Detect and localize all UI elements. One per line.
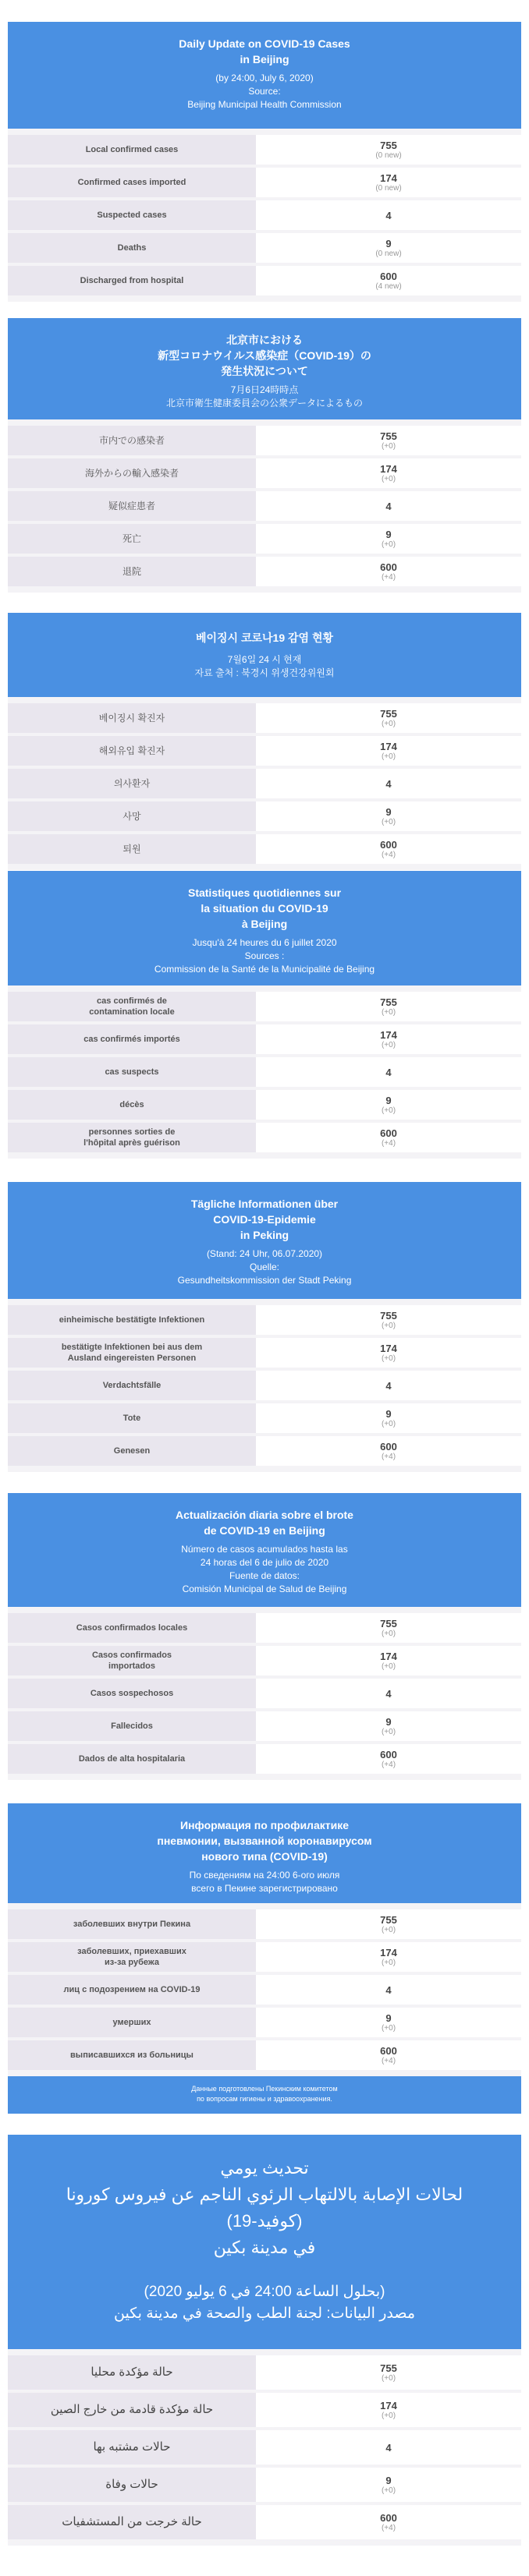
section-english <box>8 22 521 302</box>
stat-label: 市内での感染者 <box>8 426 256 455</box>
stats-table <box>8 129 521 302</box>
section-russian <box>8 1803 521 2114</box>
stat-label: cas suspects <box>8 1057 256 1087</box>
stat-value-cell <box>256 1646 521 1675</box>
stat-row-local-confirmed <box>8 703 521 733</box>
stat-delta: (+0) <box>381 719 396 728</box>
section-subtitle: Número de casos acumulados hasta las 24 horas del 6 de julio de 2020 Fuente de datos: Comisión Municipal de Salud de Beijing <box>181 1544 348 1594</box>
stat-row-local-confirmed <box>8 992 521 1021</box>
stat-value-cell <box>256 426 521 455</box>
stat-label: Local confirmed cases <box>8 135 256 165</box>
section-subtitle: (بحلول الساعة 24:00 في 6 يوليو 2020) مصدر البيانات: لجنة الطب والصحة في مدينة بكين <box>113 2284 416 2322</box>
stat-value: 755 <box>380 139 397 151</box>
section-title: Информация по профилактике пневмонии, вызванной коронавирусом нового типа (COVID-19) <box>157 1819 372 1863</box>
stat-row-discharged <box>8 2505 521 2539</box>
stat-value-cell <box>256 491 521 521</box>
stat-label: حالة خرجت من المستشفيات <box>8 2505 256 2539</box>
stat-delta: (+0) <box>381 1925 396 1934</box>
stat-value-cell <box>256 769 521 798</box>
stat-delta: (+0) <box>381 2486 396 2495</box>
stat-label: 의사환자 <box>8 769 256 798</box>
stat-value-cell <box>256 1057 521 1087</box>
stat-label: заболевших внутри Пекина <box>8 1909 256 1939</box>
stat-row-imported <box>8 1646 521 1675</box>
stat-delta: (+0) <box>381 1040 396 1049</box>
stat-row-suspected <box>8 1057 521 1087</box>
stat-value: 755 <box>380 1309 397 1322</box>
stat-value: 174 <box>380 2399 397 2411</box>
stat-row-local-confirmed <box>8 135 521 165</box>
stat-row-deaths <box>8 1090 521 1120</box>
stat-value: 9 <box>385 1407 392 1420</box>
stat-row-local-confirmed <box>8 1305 521 1335</box>
stat-value-cell <box>256 801 521 831</box>
stat-label: 退院 <box>8 557 256 586</box>
stat-value-cell <box>256 458 521 488</box>
stat-delta: (+0) <box>381 2023 396 2033</box>
stats-table <box>8 697 521 870</box>
stat-value: 755 <box>380 1913 397 1926</box>
stat-value-cell <box>256 2393 521 2427</box>
stat-row-suspected <box>8 200 521 230</box>
stat-row-discharged <box>8 557 521 586</box>
stat-value: 755 <box>380 1617 397 1629</box>
stat-value-cell <box>256 2505 521 2539</box>
section-subtitle: Jusqu'à 24 heures du 6 juillet 2020 Sources : Commission de la Santé de la Municipalité de Beijing <box>154 937 375 975</box>
stat-label: 베이징시 확진자 <box>8 703 256 733</box>
stat-value: 4 <box>385 1983 392 1996</box>
section-spanish <box>8 1493 521 1780</box>
stat-row-deaths <box>8 1711 521 1741</box>
stat-label: заболевших, приехавших из-за рубежа <box>8 1942 256 1972</box>
stat-delta: (+0) <box>381 2373 396 2383</box>
stat-label: Casos confirmados locales <box>8 1613 256 1643</box>
stat-delta: (+0) <box>381 817 396 826</box>
stat-value: 600 <box>380 1748 397 1760</box>
stat-value-cell <box>256 1403 521 1433</box>
stats-table <box>8 1607 521 1780</box>
stat-label: 海外からの輸入感染者 <box>8 458 256 488</box>
stat-delta: (+0) <box>381 752 396 761</box>
stat-value-cell <box>256 1123 521 1152</box>
section-japanese <box>8 318 521 593</box>
stat-value-cell <box>256 736 521 766</box>
stat-label: Tote <box>8 1403 256 1433</box>
stat-value: 4 <box>385 500 392 512</box>
stats-table <box>8 2349 521 2546</box>
stat-row-local-confirmed <box>8 2355 521 2390</box>
section-footer-note: Данные подготовлены Пекинским комитетом по вопросам гигиены и здравоохранения. <box>8 2076 521 2114</box>
stat-label: cas confirmés importés <box>8 1024 256 1054</box>
stat-delta: (+0) <box>381 441 396 451</box>
stat-delta: (0 new) <box>375 183 402 193</box>
stat-delta: (0 new) <box>375 150 402 160</box>
section-header <box>8 318 521 419</box>
section-title: تحديث يومي لحالات الإصابة بالالتهاب الرئوي الناجم عن فيروس كورونا (كوفيد-19) في مدينة بكين <box>66 2158 463 2257</box>
stat-value: 600 <box>380 1440 397 1453</box>
stat-value-cell <box>256 834 521 864</box>
stat-value: 9 <box>385 1715 392 1728</box>
stat-delta: (+4) <box>381 1138 396 1148</box>
stat-delta: (+4) <box>381 572 396 582</box>
stat-value-cell <box>256 2008 521 2037</box>
stat-delta: (+0) <box>381 2411 396 2420</box>
stat-label: حالة مؤكدة محليا <box>8 2355 256 2390</box>
section-subtitle: 7月6日24時時点 北京市衛生健康委員会の公衆データによるもの <box>165 384 363 409</box>
stat-delta: (+0) <box>381 1727 396 1736</box>
section-french <box>8 871 521 1159</box>
section-subtitle: (Stand: 24 Uhr, 06.07.2020) Quelle: Gesundheitskommission der Stadt Peking <box>177 1248 352 1286</box>
stat-delta: (+0) <box>381 540 396 549</box>
stat-delta: (+0) <box>381 1321 396 1330</box>
stat-label: Casos confirmados importados <box>8 1646 256 1675</box>
stat-value: 174 <box>380 1028 397 1041</box>
stat-row-deaths <box>8 524 521 554</box>
stat-value: 4 <box>385 1687 392 1700</box>
stat-value-cell <box>256 1679 521 1708</box>
section-subtitle: (by 24:00, July 6, 2020) Source: Beijing Municipal Health Commission <box>187 73 342 110</box>
stat-row-discharged <box>8 1123 521 1152</box>
stat-delta: (+0) <box>381 1419 396 1428</box>
stat-value: 9 <box>385 237 392 249</box>
stat-value: 600 <box>380 838 397 851</box>
stat-value: 4 <box>385 2441 392 2454</box>
stat-value: 4 <box>385 1066 392 1078</box>
stat-row-deaths <box>8 2468 521 2502</box>
stat-label: personnes sorties de l'hôpital après guérison <box>8 1123 256 1152</box>
stat-row-suspected <box>8 1679 521 1708</box>
section-header <box>8 1803 521 1903</box>
stats-table <box>8 1299 521 1472</box>
stat-row-deaths <box>8 801 521 831</box>
stat-value: 600 <box>380 2511 397 2524</box>
stat-value-cell <box>256 1975 521 2005</box>
stat-value: 600 <box>380 270 397 282</box>
stat-row-imported <box>8 736 521 766</box>
stat-value: 9 <box>385 2012 392 2024</box>
stat-value-cell <box>256 524 521 554</box>
stat-value-cell <box>256 1305 521 1335</box>
stat-value: 174 <box>380 1342 397 1354</box>
stat-row-local-confirmed <box>8 1909 521 1939</box>
stat-label: умерших <box>8 2008 256 2037</box>
stat-delta: (+0) <box>381 1106 396 1115</box>
stat-value-cell <box>256 1371 521 1400</box>
stat-value-cell <box>256 557 521 586</box>
stat-delta: (+0) <box>381 1661 396 1671</box>
stat-delta: (4 new) <box>375 281 402 291</box>
stat-row-suspected <box>8 769 521 798</box>
stat-value-cell <box>256 992 521 1021</box>
section-header <box>8 871 521 985</box>
stat-value: 4 <box>385 1379 392 1392</box>
section-title: Actualización diaria sobre el brote de COVID-19 en Beijing <box>176 1509 353 1537</box>
stat-label: حالات مشتبه بها <box>8 2430 256 2465</box>
stat-value: 174 <box>380 462 397 475</box>
stat-row-discharged <box>8 2040 521 2070</box>
section-title: Daily Update on COVID-19 Cases in Beijing <box>179 37 350 65</box>
stat-value: 4 <box>385 777 392 790</box>
section-title: Statistiques quotidiennes sur la situation du COVID-19 à Beijing <box>187 886 342 930</box>
stat-value: 755 <box>380 430 397 442</box>
section-header <box>8 22 521 129</box>
stat-label: Verdachtsfälle <box>8 1371 256 1400</box>
stat-value: 174 <box>380 1650 397 1662</box>
stat-row-imported <box>8 1942 521 1972</box>
stat-value-cell <box>256 2468 521 2502</box>
stat-value-cell <box>256 1090 521 1120</box>
stat-label: 퇴원 <box>8 834 256 864</box>
stat-value-cell <box>256 1024 521 1054</box>
stat-label: Suspected cases <box>8 200 256 230</box>
section-title: 베이징시 코로나19 감염 현황 <box>195 632 333 644</box>
stat-value: 174 <box>380 740 397 752</box>
stat-value-cell <box>256 1909 521 1939</box>
stat-row-deaths <box>8 2008 521 2037</box>
stat-value-cell <box>256 2355 521 2390</box>
stat-delta: (+0) <box>381 1958 396 1967</box>
section-german <box>8 1182 521 1472</box>
stat-label: лиц с подозрением на COVID-19 <box>8 1975 256 2005</box>
stat-label: Discharged from hospital <box>8 266 256 295</box>
stat-value: 4 <box>385 209 392 221</box>
stat-value: 755 <box>380 996 397 1008</box>
stat-row-local-confirmed <box>8 426 521 455</box>
stat-label: Confirmed cases imported <box>8 168 256 197</box>
stat-label: حالات وفاة <box>8 2468 256 2502</box>
stat-value-cell <box>256 135 521 165</box>
stat-label: Fallecidos <box>8 1711 256 1741</box>
stat-delta: (+4) <box>381 1760 396 1769</box>
section-subtitle: По сведениям на 24:00 6-ого июля всего в Пекине зарегистрировано <box>189 1870 340 1894</box>
stat-value: 9 <box>385 2474 392 2486</box>
stat-row-imported <box>8 1024 521 1054</box>
section-arabic <box>8 2135 521 2546</box>
stat-row-deaths <box>8 233 521 263</box>
stat-label: Genesen <box>8 1436 256 1466</box>
stat-row-suspected <box>8 491 521 521</box>
stat-row-suspected <box>8 2430 521 2465</box>
stat-value-cell <box>256 1744 521 1774</box>
stat-value-cell <box>256 703 521 733</box>
stat-delta: (+0) <box>381 1629 396 1638</box>
stat-value: 174 <box>380 1946 397 1959</box>
stat-label: выписавшихся из больницы <box>8 2040 256 2070</box>
stat-value: 755 <box>380 2362 397 2374</box>
stat-row-deaths <box>8 1403 521 1433</box>
stat-label: einheimische bestätigte Infektionen <box>8 1305 256 1335</box>
stat-delta: (+0) <box>381 1353 396 1363</box>
section-subtitle: 7월6일 24 시 현재 자료 출처 : 북경시 위생건강위원회 <box>194 654 335 678</box>
stat-delta: (+4) <box>381 2523 396 2532</box>
stat-value-cell <box>256 168 521 197</box>
stat-value: 9 <box>385 528 392 540</box>
stat-label: décès <box>8 1090 256 1120</box>
stat-value: 9 <box>385 1094 392 1106</box>
section-korean <box>8 613 521 870</box>
stat-delta: (+0) <box>381 474 396 483</box>
section-title: Tägliche Informationen über COVID-19-Epidemie in Peking <box>190 1198 339 1241</box>
stat-label: bestätigte Infektionen bei aus dem Ausland eingereisten Personen <box>8 1338 256 1368</box>
stat-row-local-confirmed <box>8 1613 521 1643</box>
stat-value-cell <box>256 266 521 295</box>
stat-value-cell <box>256 2040 521 2070</box>
stat-row-imported <box>8 1338 521 1368</box>
stat-label: 死亡 <box>8 524 256 554</box>
stat-value: 174 <box>380 172 397 184</box>
stat-delta: (+4) <box>381 850 396 859</box>
stats-table <box>8 985 521 1159</box>
stat-row-discharged <box>8 1744 521 1774</box>
stat-row-imported <box>8 168 521 197</box>
stat-label: 疑似症患者 <box>8 491 256 521</box>
section-header <box>8 2135 521 2349</box>
stat-value: 600 <box>380 561 397 573</box>
stat-label: cas confirmés de contamination locale <box>8 992 256 1021</box>
stats-table <box>8 1903 521 2076</box>
stat-label: 사망 <box>8 801 256 831</box>
section-header <box>8 1182 521 1299</box>
stat-value: 9 <box>385 805 392 818</box>
stats-table <box>8 419 521 593</box>
stat-value-cell <box>256 233 521 263</box>
stat-delta: (+4) <box>381 2056 396 2065</box>
section-header <box>8 1493 521 1607</box>
stat-row-discharged <box>8 1436 521 1466</box>
stat-delta: (0 new) <box>375 249 402 258</box>
stat-label: Deaths <box>8 233 256 263</box>
stat-value: 755 <box>380 707 397 720</box>
stat-value-cell <box>256 1338 521 1368</box>
stat-label: Casos sospechosos <box>8 1679 256 1708</box>
stat-value-cell <box>256 1942 521 1972</box>
stat-delta: (+0) <box>381 1007 396 1017</box>
stat-label: Dados de alta hospitalaria <box>8 1744 256 1774</box>
stat-row-suspected <box>8 1371 521 1400</box>
stat-delta: (+4) <box>381 1452 396 1461</box>
stat-value: 600 <box>380 2044 397 2057</box>
stat-row-discharged <box>8 266 521 295</box>
stat-value-cell <box>256 1613 521 1643</box>
section-title: 北京市における 新型コロナウイルス感染症（COVID-19）の 発生状況について <box>158 334 371 377</box>
stat-label: حالة مؤكدة قادمة من خارج الصين <box>8 2393 256 2427</box>
section-header <box>8 613 521 697</box>
stat-value-cell <box>256 200 521 230</box>
stat-label: 해외유입 확진자 <box>8 736 256 766</box>
stat-value: 600 <box>380 1127 397 1139</box>
stat-row-suspected <box>8 1975 521 2005</box>
stat-row-imported <box>8 458 521 488</box>
stat-value-cell <box>256 2430 521 2465</box>
stat-value-cell <box>256 1711 521 1741</box>
stat-row-imported <box>8 2393 521 2427</box>
stat-row-discharged <box>8 834 521 864</box>
stat-value-cell <box>256 1436 521 1466</box>
